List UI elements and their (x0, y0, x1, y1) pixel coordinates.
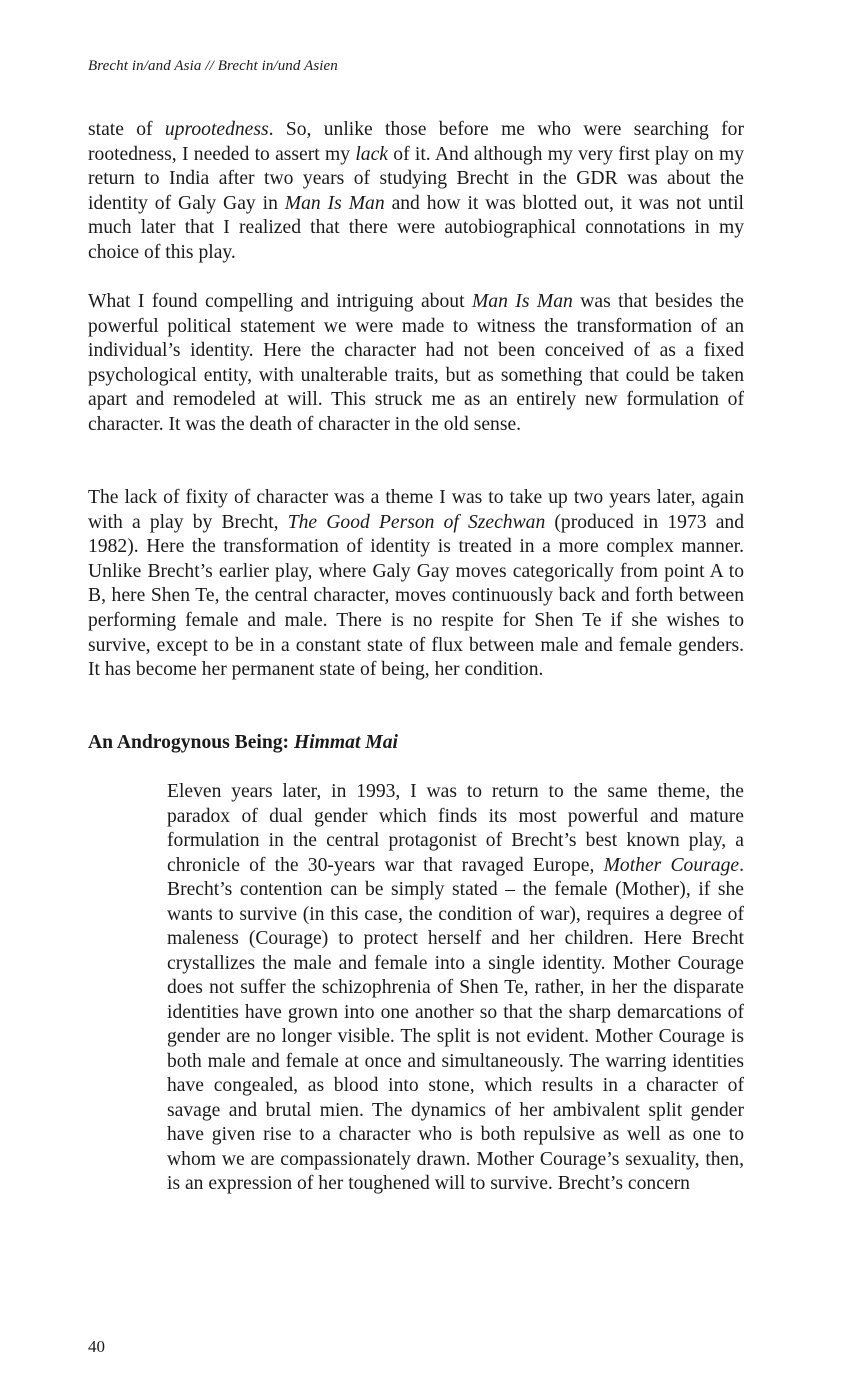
section-heading (88, 732, 398, 754)
block-quote (167, 780, 744, 1197)
paragraph-1-italic: uprootedness (164, 119, 269, 140)
paragraph-3-text: (produced in 1973 and 1982). Here the transformation of identity is treated in a more complex manner. Unlike Brecht’s earlier play, where Galy Gay moves categorically from point A to B, here Shen Te, the central character, moves continuously back and forth between performing female and male. There is no respite for Shen Te if she wishes to survive, except to be in a constant state of flux between male and female genders. It has become her permanent state of being, her condition. (88, 511, 744, 681)
running-head: Brecht in/and Asia // Brecht in/und Asien (88, 58, 338, 74)
block-quote-italic: Mother Courage (603, 854, 740, 876)
paragraph-3-text: The lack of fixity of character was a theme I was to take up two years later, again with a play by Brecht, (88, 487, 744, 533)
paragraph-1 (88, 118, 744, 266)
paragraph-1-text: state of (88, 119, 165, 140)
paragraph-2-italic: Man Is Man (471, 291, 573, 312)
page-number: 40 (88, 1337, 105, 1356)
paragraph-2-text: was that besides the powerful political statement we were made to witness the transformation of an individual’s identity. Here the character had not been conceived of as a fixed psychological entity, with unalterable traits, but as something that could be taken apart and remodeled at will. This struck me as an entirely new formulation of character. It was the death of character in the old sense. (88, 291, 744, 435)
section-heading-text: An Androgynous Being: (88, 732, 294, 753)
paragraph-2-text: What I found compelling and intriguing about (88, 291, 472, 312)
paragraph-3 (88, 486, 744, 683)
block-quote-text: Eleven years later, in 1993, I was to return to the same theme, the paradox of dual gender which finds its most powerful and mature formulation in the central protagonist of Brecht’s best known play, a chronicle of the 30-years war that ravaged Europe, (167, 781, 744, 876)
paragraph-2 (88, 290, 744, 438)
section-heading-italic: Himmat Mai (293, 732, 398, 753)
paragraph-1-text: and how it was blotted out, it was not until much later that I realized that there were autobiographical connotations in my choice of this play. (88, 192, 744, 263)
block-quote-text: . Brecht’s contention can be simply stated – the female (Mother), if she wants to survive (in this case, the condition of war), requires a degree of maleness (Courage) to protect herself and her children. Here Brecht crystallizes the male and female into a single identity. Mother Courage does not suffer the schizophrenia of Shen Te, rather, in her the disparate identities have grown into one another so that the sharp demarcations of gender are no longer visible. The split is not evident. Mother Courage is both male and female at once and simultaneously. The warring identities have congealed, as blood into stone, which results in a character of savage and brutal mien. The dynamics of her ambivalent split gender have given rise to a character who is both repulsive as well as one to whom we are compassionately drawn. Mother Courage’s sexuality, then, is an expression of her toughened will to survive. Brecht’s concern (167, 854, 744, 1194)
paragraph-3-italic: The Good Person of Szechwan (287, 511, 546, 533)
paragraph-1-italic: lack (355, 143, 388, 165)
paragraph-1-text: . So, unlike those before me who were searching for rootedness, I needed to assert my (88, 119, 744, 165)
paragraph-1-text: of it. And although my very first play on my return to India after two years of studying Brecht in the GDR was about the identity of Galy Gay in (88, 143, 744, 214)
paragraph-1-italic: Man Is Man (284, 192, 385, 214)
